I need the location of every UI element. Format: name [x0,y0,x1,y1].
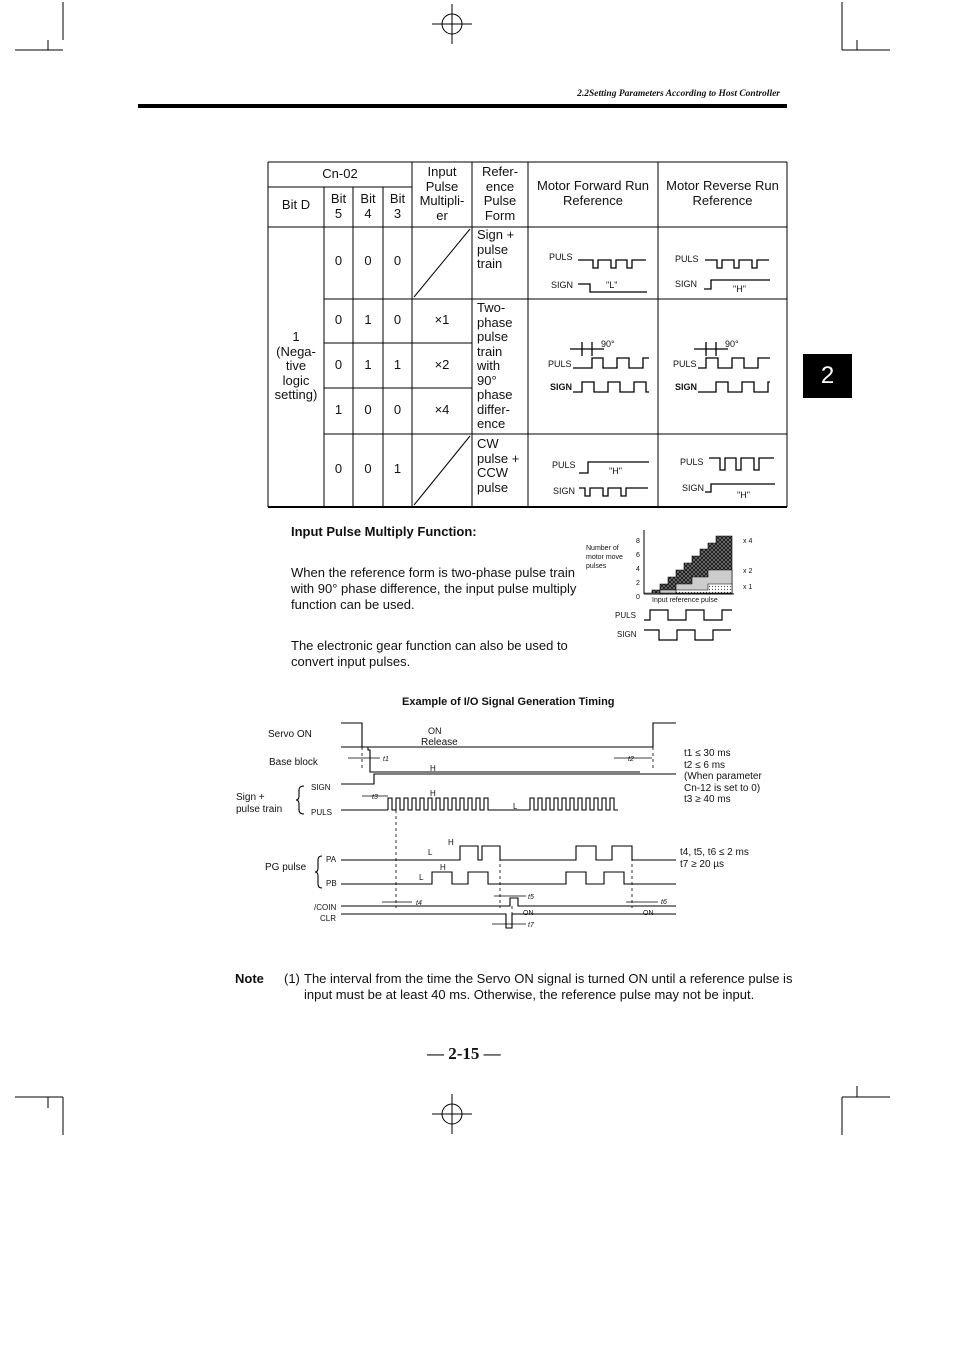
multiply-paragraph-1: When the reference form is two-phase pulse train with 90° phase difference, the input pulse multiply function can be used. [291,565,577,612]
wave-high-6: "H" [737,490,750,500]
label-sign-pulse-1: Sign + [236,792,265,803]
row4-bit3: 0 [393,402,402,417]
chart-ylabel-3: pulses [586,563,607,570]
wave-puls-6: PULS [680,457,704,467]
chart-sign: SIGN [617,630,637,639]
chart-ytick-0: 0 [636,594,640,601]
label-t2: t2 [628,756,634,763]
label-release: Release [421,737,458,748]
series-x4: x 4 [743,538,753,545]
running-header: 2.2Setting Parameters According to Host Controller [577,89,780,99]
label-sign-pulse-2: pulse train [236,804,283,815]
note-text: The interval from the time the Servo ON signal is turned ON until a reference pulse is input must be at least 40 ms. Otherwise, the reference pulse may not be input. [304,971,793,1002]
label-t5: t5 [528,894,534,901]
wave-puls-5: PULS [552,460,576,470]
label-on-2: ON [523,910,534,917]
row2-bit4: 1 [364,312,372,327]
chart-ylabel-2: motor move [586,554,623,561]
row5-bit5: 0 [334,461,343,476]
form-two-phase: Two- phase pulse train with 90° phase differ- ence [477,300,513,431]
row5-bit4: 0 [364,461,372,476]
label-t6: t6 [661,899,667,906]
chapter-tab: 2 [803,354,852,398]
reverse-run-header: Motor Reverse Run Reference [666,178,779,208]
note-t3: t3 ≥ 40 ms [684,794,731,805]
label-base-block: Base block [269,757,318,768]
chart-ylabel-1: Number of [586,545,619,552]
chart-xlabel: Input reference pulse [652,597,718,604]
label-puls: PULS [311,808,332,817]
series-x1: x 1 [743,584,753,591]
row2-bit5: 0 [334,312,343,327]
row3-bit5: 0 [334,357,343,372]
label-h-4: H [440,863,446,872]
note-t456: t4, t5, t6 ≤ 2 ms [680,847,749,858]
label-coin: /COIN [314,903,337,912]
multiply-title: Input Pulse Multiply Function: [291,524,477,539]
note-number: (1) [284,971,300,986]
label-pg-pulse: PG pulse [265,862,307,873]
chart-puls: PULS [615,611,636,620]
label-sign: SIGN [311,783,331,792]
row3-bit4: 1 [364,357,372,372]
note-label: Note [235,971,264,986]
wave-sign-2: SIGN [675,279,698,289]
cn02-header: Cn-02 [322,166,358,181]
label-l-1: L [513,802,518,811]
bit3-header: Bit 3 [389,191,406,221]
form-cw-ccw: CW pulse + CCW pulse [477,436,520,495]
row4-multiplier: ×4 [434,402,450,417]
note-param: (When parameter [684,771,762,782]
bitd-value: 1 (Nega- tive logic setting) [274,329,318,402]
label-t7: t7 [528,922,534,929]
label-pb: PB [326,879,337,888]
label-t3: t3 [372,794,378,801]
pulse-form-header: Refer- ence Pulse Form [481,164,519,223]
timing-title: Example of I/O Signal Generation Timing [402,696,615,708]
wave-sign-5: SIGN [553,486,576,496]
chart-ytick-4: 4 [636,566,640,573]
row4-bit4: 0 [364,402,372,417]
wave-low-1: "L" [606,280,618,290]
wave-puls-4: PULS [673,359,697,369]
chart-ytick-2: 2 [636,580,640,587]
chart-ytick-8: 8 [636,538,640,545]
bit5-header: Bit 5 [330,191,347,221]
multiply-paragraph-2: The electronic gear function can also be used to convert input pulses. [291,638,568,669]
row1-bit4: 0 [364,253,372,268]
multiplier-header: Input Pulse Multipli- er [419,164,465,223]
form-sign-pulse: Sign + pulse train [477,227,515,271]
wave-deg-3: 90° [601,339,615,349]
label-on-3: ON [643,910,654,917]
series-x2: x 2 [743,568,753,575]
row1-bit5: 0 [334,253,343,268]
row3-multiplier: ×2 [434,357,450,372]
label-on: ON [428,726,442,736]
label-l-2: L [428,848,433,857]
page-number: — 2-15 — [427,1044,501,1063]
wave-high-5: "H" [609,466,622,476]
row2-bit3: 0 [393,312,402,327]
label-h-1: H [430,764,436,773]
wave-sign-3: SIGN [550,382,573,392]
forward-run-header: Motor Forward Run Reference [537,178,649,208]
label-t4: t4 [416,900,422,907]
label-h-2: H [430,789,436,798]
row1-bit3: 0 [393,253,402,268]
note-t1: t1 ≤ 30 ms [684,748,731,759]
label-servo-on: Servo ON [268,729,312,740]
wave-puls-3: PULS [548,359,572,369]
label-l-3: L [419,873,424,882]
label-h-3: H [448,838,454,847]
label-clr: CLR [320,914,337,923]
wave-sign-1: SIGN [551,280,574,290]
bitd-header: Bit D [281,197,311,212]
note-t7: t7 ≥ 20 µs [680,859,725,870]
row3-bit3: 1 [393,357,402,372]
label-t1: t1 [383,756,389,763]
wave-puls-1: PULS [549,252,573,262]
row2-multiplier: ×1 [434,312,450,327]
note-t2: t2 ≤ 6 ms [684,760,726,771]
wave-sign-6: SIGN [682,483,705,493]
label-pa: PA [326,855,337,864]
bit4-header: Bit 4 [360,191,376,221]
row4-bit5: 1 [334,402,343,417]
wave-puls-2: PULS [675,254,699,264]
wave-sign-4: SIGN [675,382,698,392]
note-cn12: Cn-12 is set to 0) [684,783,761,794]
wave-deg-4: 90° [725,339,739,349]
chart-ytick-6: 6 [636,552,640,559]
wave-high-2: "H" [733,284,746,294]
row5-bit3: 1 [393,461,402,476]
